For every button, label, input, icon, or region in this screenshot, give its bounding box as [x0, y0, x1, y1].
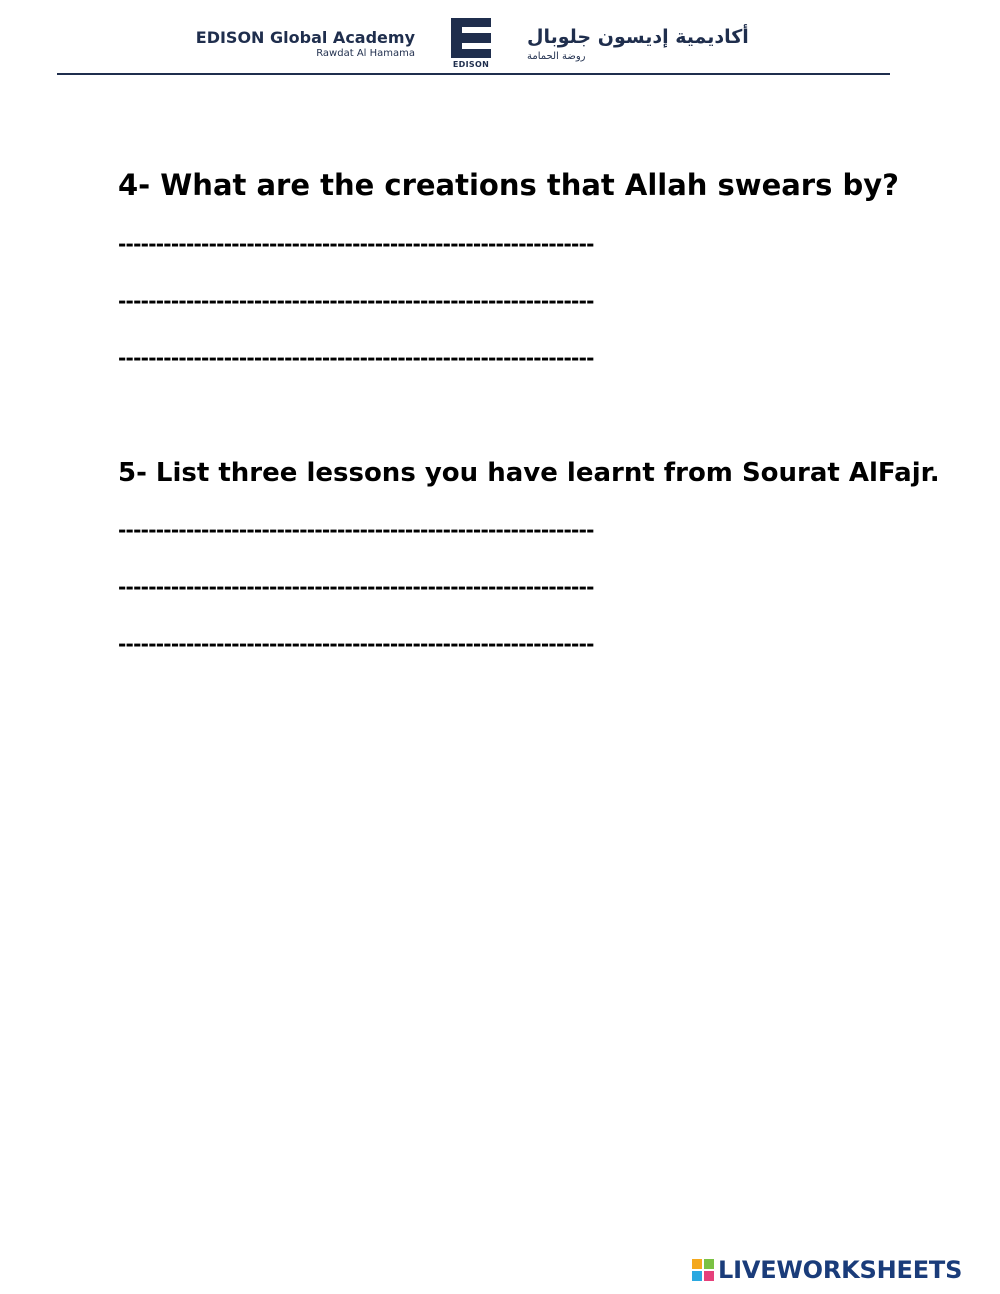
school-name-english: [163, 28, 415, 60]
school-name-en: EDISON Global Academy: [195, 28, 415, 47]
answer-line[interactable]: ---------------------------------------------------------------: [118, 575, 594, 599]
logo-word: EDISON: [452, 60, 490, 69]
answer-line[interactable]: ---------------------------------------------------------------: [118, 289, 594, 313]
answer-line[interactable]: ---------------------------------------------------------------: [118, 632, 594, 656]
document-header: [0, 0, 1000, 80]
question-4: 4- What are the creations that Allah swears by?: [118, 168, 899, 202]
school-branch-en: Rawdat Al Hamama: [316, 48, 415, 59]
edison-e-logo-icon: [446, 17, 496, 59]
header-divider: [57, 73, 890, 75]
school-branch-ar: روضة الحمامة: [527, 51, 586, 62]
answer-line[interactable]: ---------------------------------------------------------------: [118, 346, 594, 370]
answer-line[interactable]: ---------------------------------------------------------------: [118, 232, 594, 256]
school-name-ar: أكاديمية إديسون جلوبال: [527, 26, 749, 48]
question-5: 5- List three lessons you have learnt from Sourat AlFajr.: [118, 458, 940, 488]
school-name-arabic: [527, 24, 787, 64]
edison-logo: [446, 17, 496, 71]
liveworksheets-watermark: [692, 1256, 962, 1284]
answer-line[interactable]: ---------------------------------------------------------------: [118, 518, 594, 542]
liveworksheets-logo-icon: [692, 1259, 714, 1281]
watermark-text: LIVEWORKSHEETS: [718, 1256, 963, 1284]
